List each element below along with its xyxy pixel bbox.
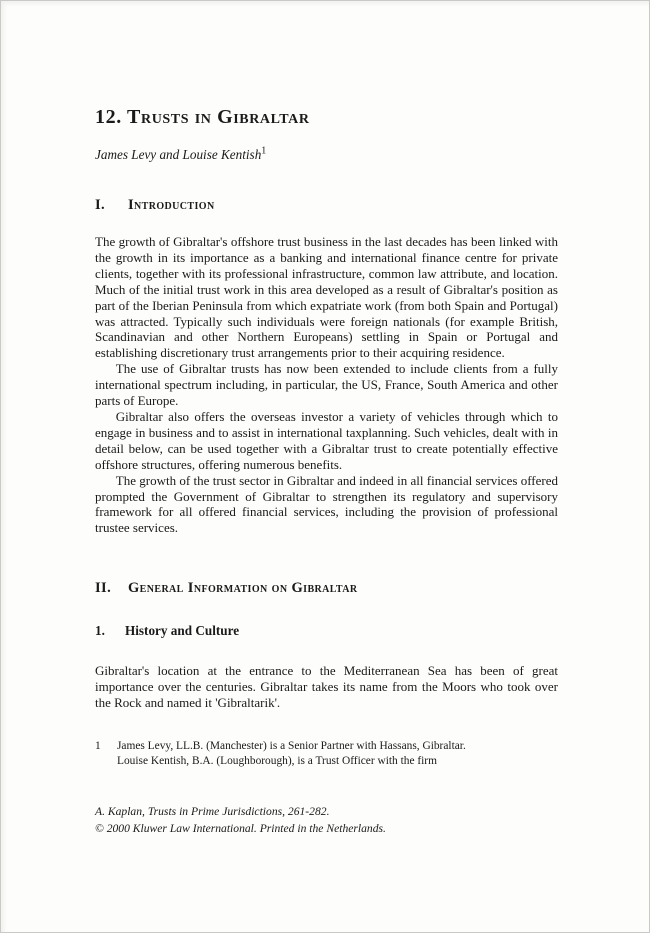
authors-names: James Levy and Louise Kentish xyxy=(95,147,262,162)
paragraph: Gibraltar's location at the entrance to the Mediterranean Sea has been of great importance over the centuries. Gibraltar takes its name from the Moors who took over the Rock and named it 'Gibraltarik'. xyxy=(95,663,558,711)
subsection-title: History and Culture xyxy=(125,623,240,639)
footer-citation: A. Kaplan, Trusts in Prime Jurisdictions, 261-282. xyxy=(95,805,330,818)
page-footer xyxy=(95,804,558,837)
paragraph: Gibraltar also offers the overseas investor a variety of vehicles through which to engage in business and to assist in international taxplanning. Such vehicles, dealt with in detail below, can be used together with a Gibraltar trust to create potentially effective offshore structures, offering numerous benefits. xyxy=(95,408,558,472)
paragraph: The use of Gibraltar trusts has now been extended to include clients from a fully international spectrum including, in particular, the US, France, South America and other parts of Europe. xyxy=(95,361,558,409)
footnote-text xyxy=(117,739,558,770)
section-heading-general-information xyxy=(95,580,558,597)
chapter-title: 12. Trusts in Gibraltar xyxy=(95,106,310,128)
section-heading-introduction xyxy=(95,197,558,214)
paragraph: The growth of the trust sector in Gibraltar and indeed in all financial services offered prompted the Government of Gibraltar to strengthen its regulatory and supervisory framework for all offered financial services, including the provision of professional trustee services. xyxy=(95,472,558,536)
footnotes-block xyxy=(95,739,558,770)
footer-copyright: © 2000 Kluwer Law International. Printed in the Netherlands. xyxy=(95,821,386,835)
paragraph: The growth of Gibraltar's offshore trust business in the last decades has been linked with the growth in its importance as a banking and international finance centre for private clients, together with its professional infrastructure, common law attribute, and location. Much of the initial trust work in this area developed as a result of Gibraltar's position as part of the Iberian Peninsula from which expatriate work (from both Spain and Portugal) was attracted. Typically such individuals were foreign nationals (for example British, Scandinavian and other Northern Europeans) settling in Spain or Portugal and establishing discretionary trust arrangements prior to their acquiring residence. xyxy=(95,234,558,361)
footnote-line: James Levy, LL.B. (Manchester) is a Senior Partner with Hassans, Gibraltar. xyxy=(117,739,466,752)
authors-line xyxy=(95,147,558,163)
footnote-line: Louise Kentish, B.A. (Loughborough), is a Trust Officer with the firm xyxy=(117,755,437,768)
footnote-marker: 1 xyxy=(95,739,101,752)
subsection-number: 1. xyxy=(95,623,105,639)
page-content xyxy=(95,106,558,770)
section-title: General Information on Gibraltar xyxy=(128,580,358,597)
section-number: I. xyxy=(95,197,106,213)
section-title: Introduction xyxy=(128,197,215,213)
subsection-heading-history-and-culture xyxy=(95,623,558,639)
section-number: II. xyxy=(95,580,112,597)
authors-footnote-ref: 1 xyxy=(261,145,267,157)
footnote xyxy=(95,739,558,770)
